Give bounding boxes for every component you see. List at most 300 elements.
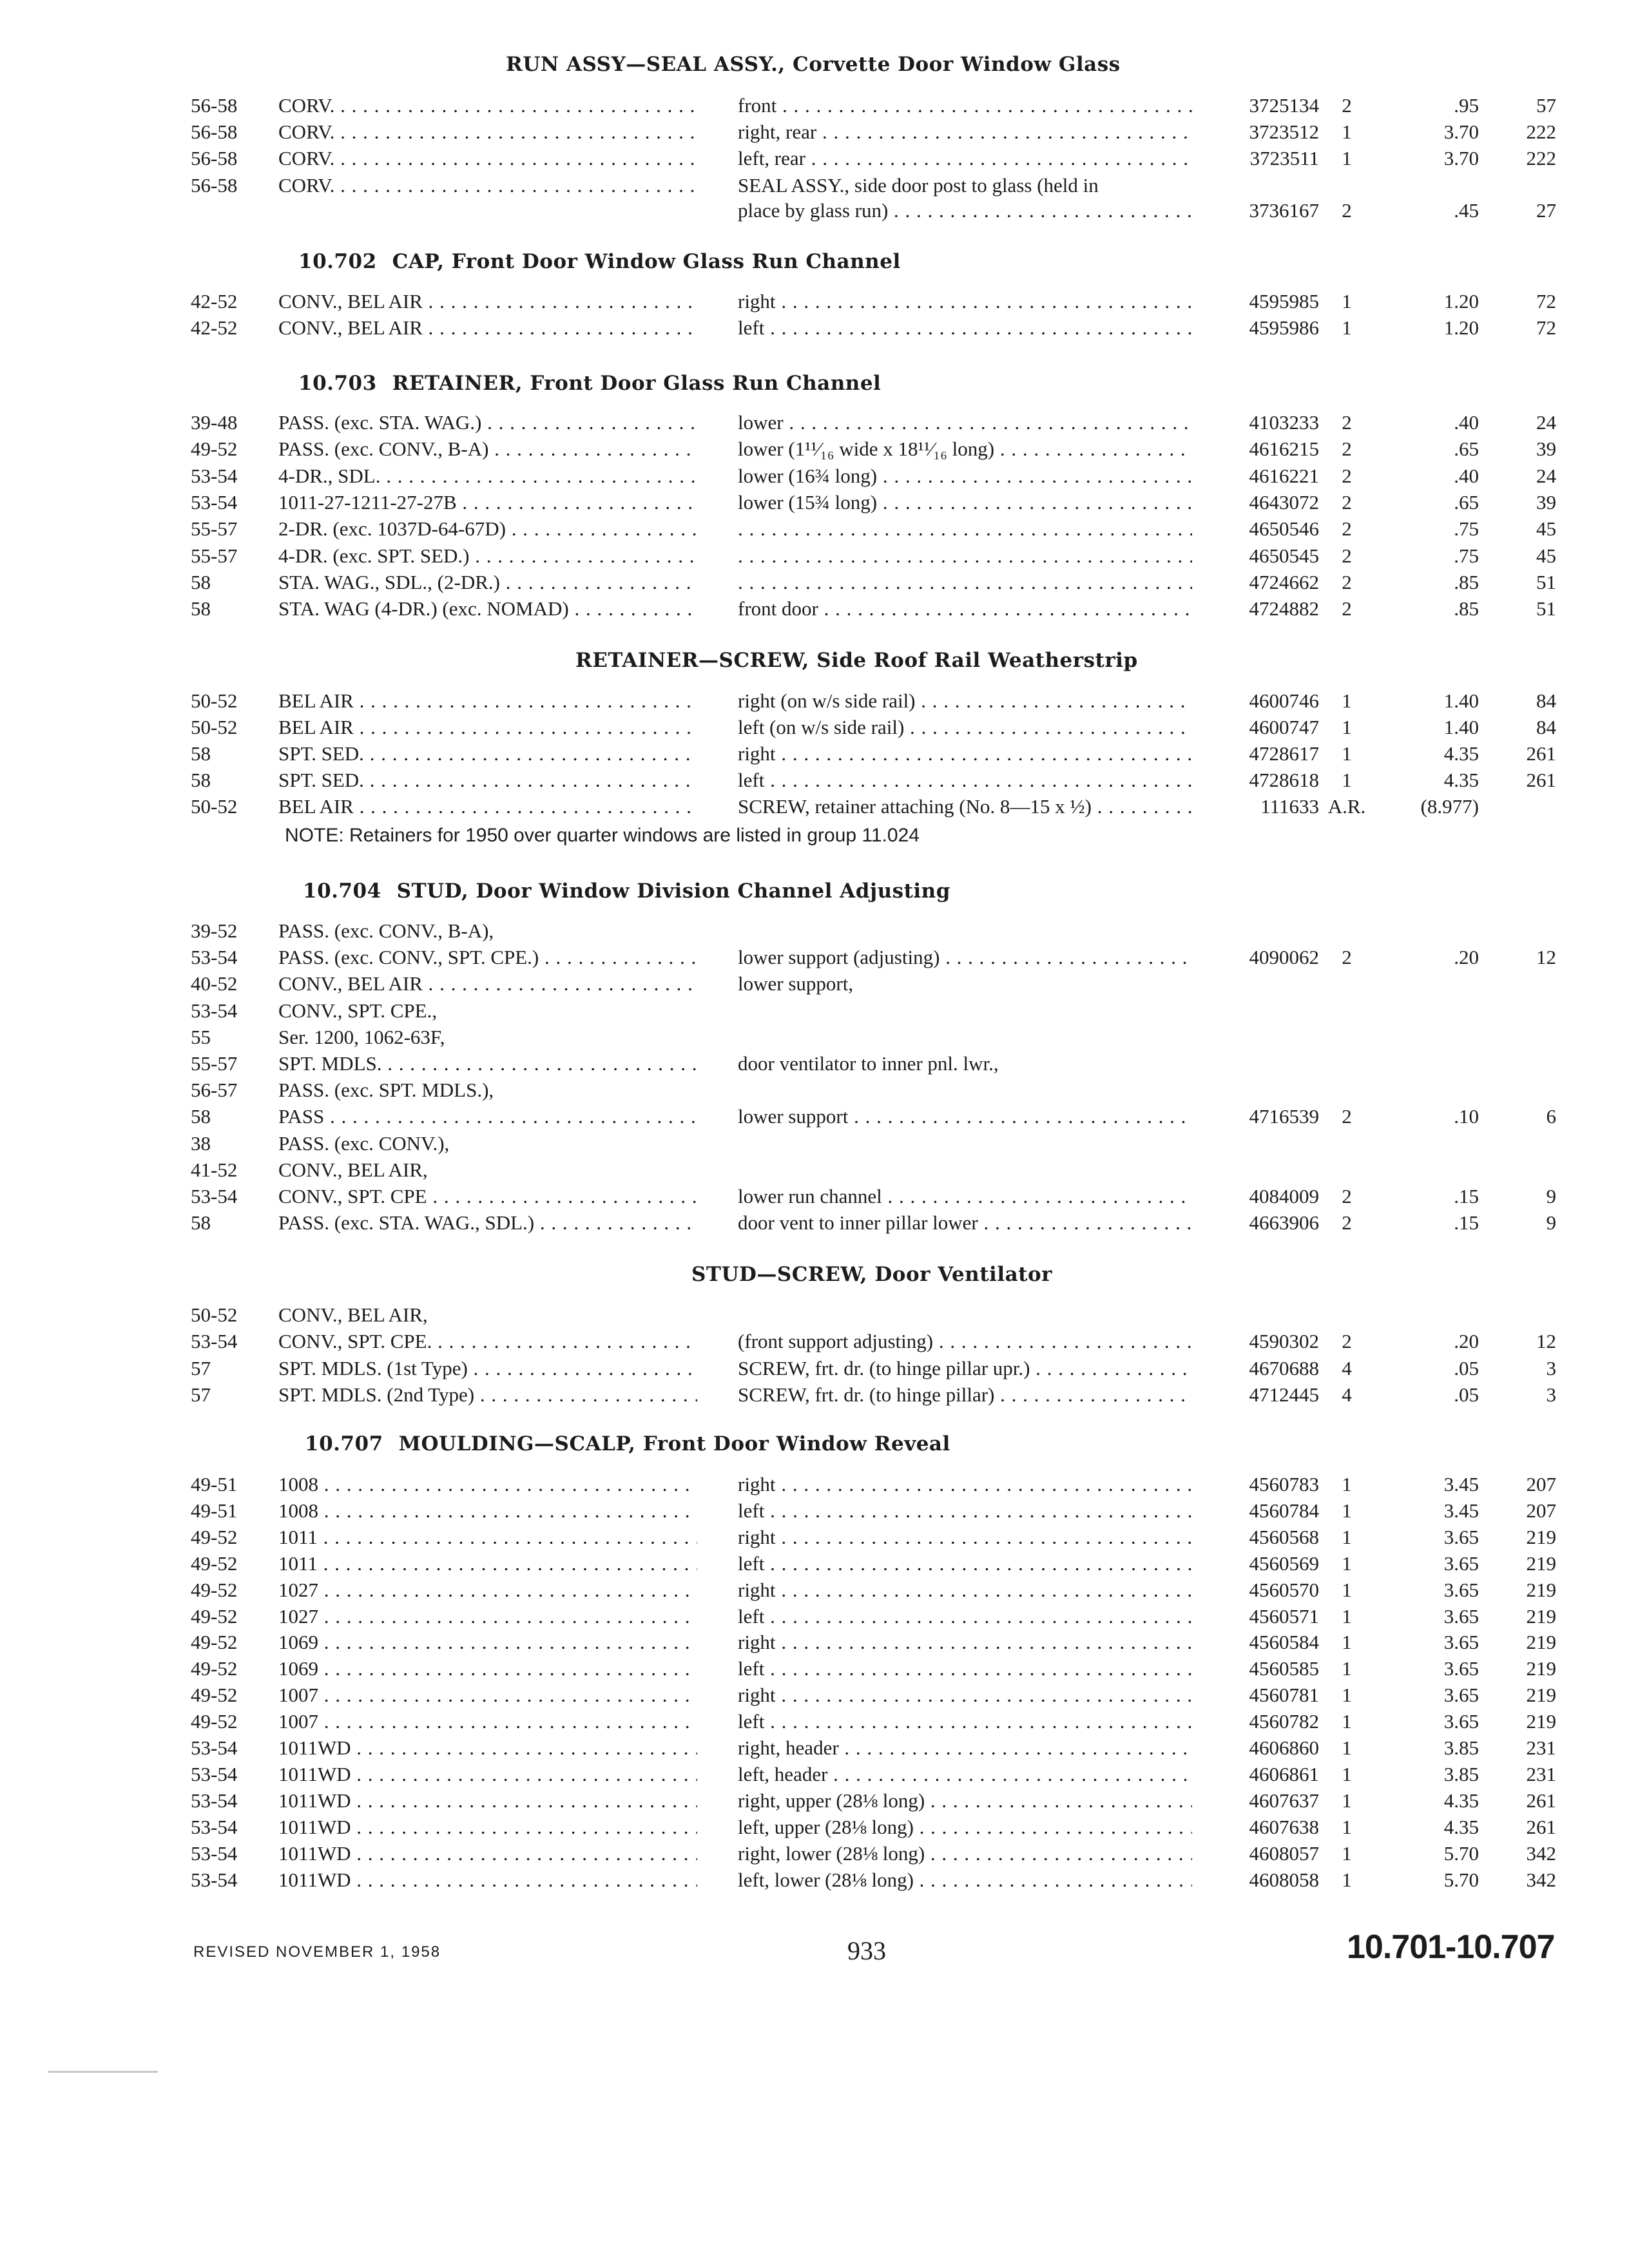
parts-row (0, 1129, 1629, 1158)
model-cell: CONV., SPT. CPE. . . . (278, 1327, 697, 1356)
weight-cell: 12 (1536, 1330, 1556, 1352)
years-cell: 49-52 (191, 1657, 238, 1680)
years-cell: 57 (191, 1383, 211, 1406)
years-cell: 53-54 (191, 465, 238, 487)
weight-cell: 24 (1536, 411, 1556, 434)
weight-cell: 261 (1526, 1816, 1556, 1838)
section-title: MOULDING—SCALP, Front Door Window Reveal (398, 1432, 950, 1456)
weight-cell: 261 (1526, 1789, 1556, 1812)
model-cell: 4-DR. (exc. SPT. SED.) . . . (278, 542, 697, 570)
model-cell: PASS. (exc. CONV.), (278, 1132, 450, 1155)
description-cell: right, header . . . (738, 1734, 1192, 1762)
years-cell: 55-57 (191, 1052, 238, 1075)
years-cell: 49-51 (191, 1473, 238, 1495)
part-number-cell: 4090062 (1249, 946, 1319, 968)
years-cell: 42-52 (191, 290, 238, 312)
price-cell: 3.65 (1443, 1526, 1479, 1548)
years-cell: 49-51 (191, 1499, 238, 1522)
weight-cell: 27 (1536, 199, 1556, 222)
parts-row (0, 687, 1629, 715)
parts-row (0, 118, 1629, 146)
price-cell: .10 (1454, 1105, 1479, 1128)
description-cell: left . . . (738, 314, 1192, 342)
quantity-cell: 2 (1342, 94, 1352, 117)
parts-row (0, 917, 1629, 945)
scan-mark (48, 2071, 158, 2073)
years-cell: 53-54 (191, 1736, 238, 1759)
section-heading (298, 250, 901, 273)
model-cell: PASS. (exc. STA. WAG.) . . . (278, 408, 697, 437)
years-cell: 50-52 (191, 795, 238, 818)
model-cell: CONV., SPT. CPE., (278, 999, 438, 1022)
weight-cell: 9 (1546, 1185, 1556, 1207)
part-number-cell: 4724662 (1249, 571, 1319, 593)
weight-cell: 219 (1526, 1605, 1556, 1628)
model-cell: 4-DR., SDL. . . . (278, 462, 697, 490)
parts-row (0, 1655, 1629, 1683)
quantity-cell: 1 (1342, 290, 1352, 312)
price-cell: 3.70 (1443, 120, 1479, 143)
weight-cell: 51 (1536, 597, 1556, 620)
parts-row (0, 568, 1629, 597)
quantity-cell: 1 (1342, 1552, 1352, 1575)
parts-row (0, 997, 1629, 1025)
price-cell: 4.35 (1443, 1816, 1479, 1838)
part-number-cell: 111633 (1260, 795, 1319, 818)
weight-cell: 342 (1526, 1842, 1556, 1865)
part-number-cell: 4560585 (1249, 1657, 1319, 1680)
part-number-cell: 4616221 (1249, 465, 1319, 487)
description-cell: front . . . (738, 91, 1192, 120)
years-cell: 49-52 (191, 437, 238, 460)
part-number-cell: 4560782 (1249, 1710, 1319, 1733)
model-cell: CONV., BEL AIR . . . (278, 287, 697, 316)
weight-cell: 84 (1536, 716, 1556, 738)
years-cell: 39-48 (191, 411, 238, 434)
parts-row (0, 197, 1629, 225)
part-number-cell: 4728617 (1249, 742, 1319, 765)
quantity-cell: 4 (1342, 1383, 1352, 1406)
part-number-cell: 4663906 (1249, 1211, 1319, 1234)
model-cell: CONV., BEL AIR, (278, 1303, 428, 1326)
weight-cell: 222 (1526, 120, 1556, 143)
description-cell: left, rear . . . (738, 144, 1192, 173)
description-cell: lower support . . . (738, 1102, 1192, 1131)
model-cell: STA. WAG., SDL., (2-DR.) . . . (278, 568, 697, 597)
section-number: 10.704 (303, 879, 381, 903)
model-cell: 1011-27-1211-27-27B . . . (278, 488, 697, 517)
quantity-cell: 2 (1342, 1105, 1352, 1128)
parts-row (0, 462, 1629, 490)
weight-cell: 9 (1546, 1211, 1556, 1234)
model-cell: PASS. (exc. SPT. MDLS.), (278, 1079, 494, 1101)
weight-cell: 45 (1536, 517, 1556, 540)
part-number-cell: 3723512 (1249, 120, 1319, 143)
quantity-cell: 2 (1342, 571, 1352, 593)
parts-row (0, 408, 1629, 437)
group-range: 10.701-10.707 (1347, 1928, 1555, 1966)
model-cell: PASS. (exc. CONV., B-A) . . . (278, 435, 697, 463)
weight-cell: 3 (1546, 1383, 1556, 1406)
part-number-cell: 4608057 (1249, 1842, 1319, 1865)
price-cell: .75 (1454, 544, 1479, 567)
parts-row (0, 1707, 1629, 1736)
parts-row (0, 1602, 1629, 1631)
years-cell: 49-52 (191, 1684, 238, 1706)
parts-row (0, 1550, 1629, 1578)
section-number: 10.702 (298, 250, 377, 273)
description-cell: right, rear . . . (738, 118, 1192, 146)
model-cell: CORV. . . . (278, 144, 697, 173)
model-cell: 1027 . . . (278, 1602, 697, 1631)
quantity-cell: 1 (1342, 1605, 1352, 1628)
description-cell: left . . . (738, 1497, 1192, 1525)
parts-row (0, 1523, 1629, 1552)
parts-row (0, 1076, 1629, 1104)
model-cell: 1011 . . . (278, 1523, 697, 1552)
price-cell: .05 (1454, 1383, 1479, 1406)
years-cell: 53-54 (191, 491, 238, 514)
price-cell: 4.35 (1443, 742, 1479, 765)
description-cell: door vent to inner pillar lower . . . (738, 1209, 1192, 1237)
description-cell: right (on w/s side rail) . . . (738, 687, 1192, 715)
description-cell: lower run channel . . . (738, 1182, 1192, 1211)
quantity-cell: 1 (1342, 1657, 1352, 1680)
weight-cell: 207 (1526, 1499, 1556, 1522)
description-cell: lower (1¹¹⁄₁₆ wide x 18¹¹⁄₁₆ long) . . . (738, 435, 1192, 463)
price-cell: 3.85 (1443, 1736, 1479, 1759)
model-cell: SPT. MDLS. (1st Type) . . . (278, 1354, 697, 1383)
parts-row (0, 1156, 1629, 1184)
description-cell: right . . . (738, 287, 1192, 316)
price-cell: .45 (1454, 199, 1479, 222)
parts-row (0, 1497, 1629, 1525)
description-cell: left . . . (738, 1602, 1192, 1631)
part-number-cell: 4670688 (1249, 1357, 1319, 1379)
price-cell: 3.45 (1443, 1473, 1479, 1495)
quantity-cell: 2 (1342, 411, 1352, 434)
parts-row (0, 515, 1629, 543)
quantity-cell: 2 (1342, 1211, 1352, 1234)
quantity-cell: 1 (1342, 742, 1352, 765)
model-cell: CONV., BEL AIR, (278, 1158, 428, 1181)
section-heading (575, 649, 1138, 672)
price-cell: 1.20 (1443, 290, 1479, 312)
parts-row (0, 1301, 1629, 1329)
parts-row (0, 1576, 1629, 1604)
part-number-cell: 4606861 (1249, 1763, 1319, 1785)
weight-cell: 207 (1526, 1473, 1556, 1495)
model-cell: CORV. . . . (278, 118, 697, 146)
weight-cell: 219 (1526, 1631, 1556, 1653)
section-title: RUN ASSY—SEAL ASSY., Corvette Door Window Glass (506, 53, 1121, 76)
price-cell: 1.40 (1443, 689, 1479, 712)
model-cell: 1011WD . . . (278, 1787, 697, 1815)
quantity-cell: 2 (1342, 199, 1352, 222)
part-number-cell: 4616215 (1249, 437, 1319, 460)
years-cell: 53-54 (191, 1842, 238, 1865)
years-cell: 55 (191, 1026, 211, 1048)
price-cell: 1.20 (1443, 316, 1479, 339)
weight-cell: 261 (1526, 742, 1556, 765)
description-cell: left, upper (28⅛ long) . . . (738, 1813, 1192, 1841)
model-cell: 1011WD . . . (278, 1813, 697, 1841)
section-title: CAP, Front Door Window Glass Run Channel (392, 250, 901, 273)
description-cell: lower support, (738, 972, 854, 995)
page-number: 933 (847, 1936, 886, 1965)
model-cell: BEL AIR . . . (278, 713, 697, 742)
part-number-cell: 4595985 (1249, 290, 1319, 312)
description-cell: right . . . (738, 1470, 1192, 1499)
years-cell: 58 (191, 742, 211, 765)
price-cell: .15 (1454, 1185, 1479, 1207)
price-cell: .65 (1454, 437, 1479, 460)
years-cell: 50-52 (191, 1303, 238, 1326)
quantity-cell: 1 (1342, 716, 1352, 738)
parts-row (0, 713, 1629, 742)
price-cell: 3.45 (1443, 1499, 1479, 1522)
quantity-cell: 1 (1342, 1736, 1352, 1759)
model-cell: 1007 . . . (278, 1681, 697, 1709)
quantity-cell: 1 (1342, 120, 1352, 143)
parts-row (0, 595, 1629, 623)
weight-cell: 231 (1526, 1763, 1556, 1785)
description-cell: SCREW, frt. dr. (to hinge pillar upr.) . . . (738, 1354, 1192, 1383)
section-heading (305, 1432, 950, 1456)
part-number-cell: 3723511 (1249, 147, 1319, 169)
years-cell: 56-58 (191, 174, 238, 197)
section-title: RETAINER—SCREW, Side Roof Rail Weatherstrip (575, 649, 1138, 672)
description-cell (738, 542, 1192, 570)
model-cell: SPT. MDLS. (2nd Type) . . . (278, 1381, 697, 1409)
weight-cell: 219 (1526, 1657, 1556, 1680)
price-cell: 3.65 (1443, 1579, 1479, 1601)
part-number-cell: 4643072 (1249, 491, 1319, 514)
quantity-cell: 1 (1342, 1526, 1352, 1548)
price-cell: 3.65 (1443, 1552, 1479, 1575)
description-cell: lower (15¾ long) . . . (738, 488, 1192, 517)
part-number-cell: 4650546 (1249, 517, 1319, 540)
model-cell: STA. WAG (4-DR.) (exc. NOMAD) . . . (278, 595, 697, 623)
quantity-cell: 1 (1342, 316, 1352, 339)
years-cell: 50-52 (191, 716, 238, 738)
part-number-cell: 4560570 (1249, 1579, 1319, 1601)
model-cell: 2-DR. (exc. 1037D-64-67D) . . . (278, 515, 697, 543)
parts-row (0, 1023, 1629, 1052)
description-cell (738, 515, 1192, 543)
price-cell: 3.85 (1443, 1763, 1479, 1785)
years-cell: 58 (191, 769, 211, 791)
years-cell: 58 (191, 1105, 211, 1128)
quantity-cell: 1 (1342, 689, 1352, 712)
description-cell: right . . . (738, 1576, 1192, 1604)
description-cell: left (on w/s side rail) . . . (738, 713, 1192, 742)
model-cell: 1069 . . . (278, 1655, 697, 1683)
part-number-cell: 4084009 (1249, 1185, 1319, 1207)
section-note: NOTE: Retainers for 1950 over quarter windows are listed in group 11.024 (285, 825, 920, 846)
quantity-cell: 2 (1342, 544, 1352, 567)
quantity-cell: 2 (1342, 597, 1352, 620)
part-number-cell: 4608058 (1249, 1869, 1319, 1891)
section-heading (298, 372, 881, 395)
weight-cell: 45 (1536, 544, 1556, 567)
price-cell: 3.65 (1443, 1684, 1479, 1706)
quantity-cell: 1 (1342, 1789, 1352, 1812)
model-cell: CONV., SPT. CPE . . . (278, 1182, 697, 1211)
years-cell: 49-52 (191, 1605, 238, 1628)
description-cell: SCREW, frt. dr. (to hinge pillar) . . . (738, 1381, 1192, 1409)
model-cell: CORV. . . . (278, 171, 697, 200)
parts-row (0, 793, 1629, 821)
part-number-cell: 3725134 (1249, 94, 1319, 117)
description-cell: right, upper (28⅛ long) . . . (738, 1787, 1192, 1815)
part-number-cell: 4560781 (1249, 1684, 1319, 1706)
weight-cell: 39 (1536, 491, 1556, 514)
part-number-cell: 4560569 (1249, 1552, 1319, 1575)
quantity-cell: A.R. (1327, 795, 1366, 818)
years-cell: 58 (191, 1211, 211, 1234)
parts-row (0, 1209, 1629, 1237)
price-cell: .95 (1454, 94, 1479, 117)
parts-row (0, 1381, 1629, 1409)
price-cell: .15 (1454, 1211, 1479, 1234)
price-cell: (8.977) (1420, 795, 1479, 818)
weight-cell: 219 (1526, 1552, 1556, 1575)
quantity-cell: 1 (1342, 1499, 1352, 1522)
weight-cell: 72 (1536, 316, 1556, 339)
description-cell: left . . . (738, 766, 1192, 794)
part-number-cell: 4600746 (1249, 689, 1319, 712)
model-cell: BEL AIR . . . (278, 687, 697, 715)
part-number-cell: 4650545 (1249, 544, 1319, 567)
weight-cell: 72 (1536, 290, 1556, 312)
description-cell: right, lower (28⅛ long) . . . (738, 1840, 1192, 1868)
description-cell: front door . . . (738, 595, 1192, 623)
part-number-cell: 3736167 (1249, 199, 1319, 222)
parts-row (0, 1050, 1629, 1078)
quantity-cell: 1 (1342, 1631, 1352, 1653)
description-cell: left, header . . . (738, 1760, 1192, 1789)
years-cell: 58 (191, 571, 211, 593)
years-cell: 56-58 (191, 147, 238, 169)
section-heading (506, 53, 1121, 76)
section-number: 10.707 (305, 1432, 383, 1456)
years-cell: 49-52 (191, 1631, 238, 1653)
price-cell: 3.65 (1443, 1710, 1479, 1733)
parts-row (0, 1354, 1629, 1383)
model-cell: 1027 . . . (278, 1576, 697, 1604)
part-number-cell: 4560783 (1249, 1473, 1319, 1495)
parts-row (0, 1470, 1629, 1499)
years-cell: 57 (191, 1357, 211, 1379)
price-cell: .65 (1454, 491, 1479, 514)
description-cell: (front support adjusting) . . . (738, 1327, 1192, 1356)
description-cell: SCREW, retainer attaching (No. 8—15 x ½) . . . (738, 793, 1192, 821)
parts-row (0, 1327, 1629, 1356)
quantity-cell: 1 (1342, 1816, 1352, 1838)
years-cell: 56-57 (191, 1079, 238, 1101)
price-cell: .20 (1454, 946, 1479, 968)
weight-cell: 6 (1546, 1105, 1556, 1128)
parts-row (0, 435, 1629, 463)
price-cell: 4.35 (1443, 1789, 1479, 1812)
part-number-cell: 4560584 (1249, 1631, 1319, 1653)
weight-cell: 219 (1526, 1579, 1556, 1601)
part-number-cell: 4712445 (1249, 1383, 1319, 1406)
description-cell: lower . . . (738, 408, 1192, 437)
price-cell: 5.70 (1443, 1869, 1479, 1891)
model-cell: 1069 . . . (278, 1628, 697, 1657)
weight-cell: 261 (1526, 769, 1556, 791)
years-cell: 50-52 (191, 689, 238, 712)
parts-row (0, 943, 1629, 972)
parts-row (0, 488, 1629, 517)
description-cell: left . . . (738, 1550, 1192, 1578)
quantity-cell: 2 (1342, 491, 1352, 514)
quantity-cell: 1 (1342, 1684, 1352, 1706)
parts-row (0, 144, 1629, 173)
part-number-cell: 4560568 (1249, 1526, 1319, 1548)
years-cell: 53-54 (191, 999, 238, 1022)
quantity-cell: 2 (1342, 946, 1352, 968)
weight-cell: 39 (1536, 437, 1556, 460)
description-cell: lower (16¾ long) . . . (738, 462, 1192, 490)
model-cell: Ser. 1200, 1062-63F, (278, 1026, 445, 1048)
part-number-cell: 4590302 (1249, 1330, 1319, 1352)
model-cell: PASS. (exc. CONV., B-A), (278, 919, 494, 942)
years-cell: 56-58 (191, 120, 238, 143)
years-cell: 49-52 (191, 1526, 238, 1548)
part-number-cell: 4607638 (1249, 1816, 1319, 1838)
model-cell: SPT. SED. . . . (278, 740, 697, 768)
description-cell (738, 568, 1192, 597)
model-cell: SPT. MDLS. . . . (278, 1050, 697, 1078)
description-cell: lower support (adjusting) . . . (738, 943, 1192, 972)
price-cell: 3.70 (1443, 147, 1479, 169)
parts-row (0, 1813, 1629, 1841)
price-cell: 3.65 (1443, 1631, 1479, 1653)
years-cell: 40-52 (191, 972, 238, 995)
years-cell: 42-52 (191, 316, 238, 339)
parts-row (0, 1840, 1629, 1868)
part-number-cell: 4560784 (1249, 1499, 1319, 1522)
price-cell: .75 (1454, 517, 1479, 540)
model-cell: 1007 . . . (278, 1707, 697, 1736)
weight-cell: 219 (1526, 1710, 1556, 1733)
quantity-cell: 1 (1342, 1763, 1352, 1785)
years-cell: 53-54 (191, 1330, 238, 1352)
weight-cell: 51 (1536, 571, 1556, 593)
years-cell: 53-54 (191, 1185, 238, 1207)
weight-cell: 84 (1536, 689, 1556, 712)
price-cell: 3.65 (1443, 1605, 1479, 1628)
parts-row (0, 171, 1629, 200)
years-cell: 53-54 (191, 1763, 238, 1785)
description-cell: left . . . (738, 1655, 1192, 1683)
section-number: 10.703 (298, 372, 377, 395)
part-number-cell: 4103233 (1249, 411, 1319, 434)
section-heading (303, 879, 950, 903)
model-cell: BEL AIR . . . (278, 793, 697, 821)
parts-row (0, 1628, 1629, 1657)
years-cell: 53-54 (191, 1789, 238, 1812)
section-title: STUD—SCREW, Door Ventilator (691, 1263, 1053, 1286)
model-cell: 1011WD . . . (278, 1734, 697, 1762)
years-cell: 55-57 (191, 517, 238, 540)
parts-row (0, 314, 1629, 342)
years-cell: 53-54 (191, 946, 238, 968)
years-cell: 49-52 (191, 1552, 238, 1575)
